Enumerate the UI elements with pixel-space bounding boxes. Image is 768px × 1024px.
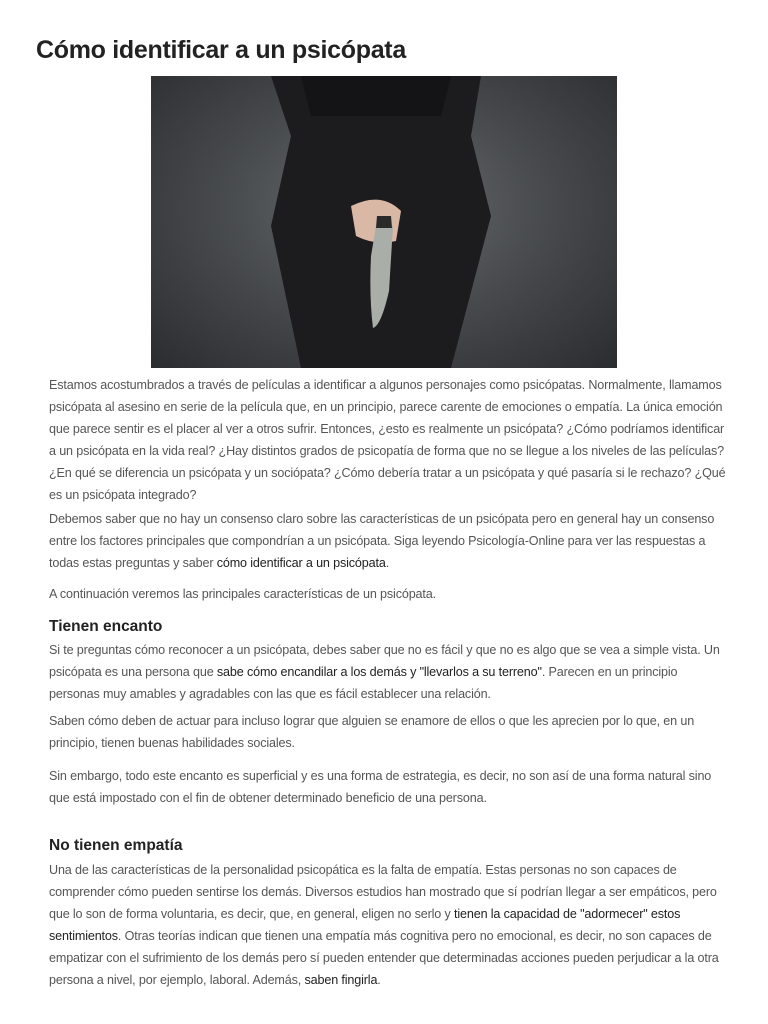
- paragraph: [49, 508, 729, 574]
- page-title: Cómo identificar a un psicópata: [36, 36, 406, 64]
- text: Si te preguntas cómo reconocer a un psicópata, debes saber que no es fácil y que no es algo que se vea a simple vista. Un psicópata es una persona que: [49, 643, 720, 679]
- text: .: [377, 973, 381, 987]
- woman-with-knife-illustration: [151, 76, 617, 368]
- text: . Parecen en un principio personas muy amables y agradables con las que es fácil establecer una relación.: [49, 665, 678, 701]
- emphasis-text: sabe cómo encandilar a los demás y "llevarlos a su terreno": [216, 665, 542, 679]
- paragraph: A continuación veremos las principales características de un psicópata.: [49, 587, 436, 601]
- paragraph: Saben cómo deben de actuar para incluso lograr que alguien se enamore de ellos o que les aprecien por lo que, en un principio, tienen buenas habilidades sociales.: [49, 714, 695, 750]
- text: Debemos saber que no hay un consenso claro sobre las características de un psicópata pero en general hay un consenso entre los factores principales que compondrían a un psicópata. Siga leyendo Psicología-Online para ver las respuestas a todas estas preguntas y saber: [49, 512, 715, 570]
- text: Una de las características de la personalidad psicopática es la falta de empatía. Estas personas no son capaces de comprender cómo pueden sentirse los demás. Diversos estudios han mostrado que sí podrían llegar a ser empáticos, pero que lo son de forma voluntaria, es decir, que, en general, eligen no serlo y: [49, 863, 717, 921]
- section-heading: Tienen encanto: [49, 618, 163, 635]
- emphasis-text: tienen la capacidad de "adormecer" estos sentimientos: [49, 907, 681, 943]
- emphasis-text: saben fingirla: [304, 973, 378, 987]
- paragraph: Sin embargo, todo este encanto es superficial y es una forma de estrategia, es decir, no son así de una forma natural sino que está impostado con el fin de obtener determinado beneficio de una persona.: [49, 769, 712, 805]
- paragraph: [49, 859, 729, 991]
- paragraph: [49, 639, 729, 705]
- intro-paragraph: Estamos acostumbrados a través de películas a identificar a algunos personajes como psicópatas. Normalmente, llamamos psicópata al asesino en serie de la película que, en un principio, parece carente de emociones o empatía. La única emoción que parece sentir es el placer al ver a otros sufrir. Entonces, ¿esto es realmente un psicópata? ¿Cómo podríamos identificar a un psicópata en la vida real? ¿Hay distintos grados de psicopatía de forma que no se llegue a los niveles de las películas? ¿En qué se diferencia un psicópata y un sociópata? ¿Cómo debería tratar a un psicópata y qué pasaría si le rechazo? ¿Qué es un psicópata integrado?: [49, 378, 726, 502]
- hero-image: [151, 76, 617, 368]
- section-heading: No tienen empatía: [49, 837, 183, 854]
- text: . Otras teorías indican que tienen una empatía más cognitiva pero no emocional, es decir, no son capaces de empatizar con el sufrimiento de los demás pero sí pueden entender que determinadas acciones pueden perjudicar a la otra persona a nivel, por ejemplo, laboral. Además,: [49, 929, 719, 987]
- emphasis-text: cómo identificar a un psicópata: [216, 556, 386, 570]
- text: .: [385, 556, 390, 570]
